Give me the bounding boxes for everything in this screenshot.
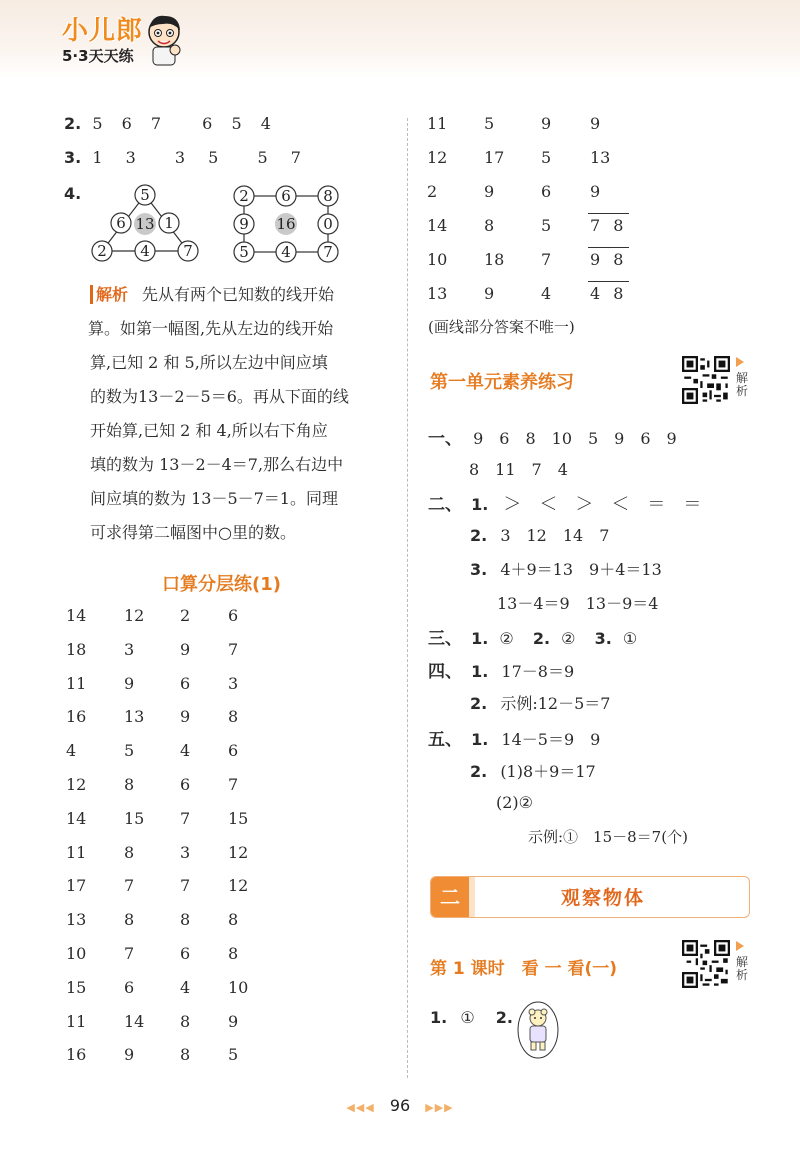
oral-answer-cell: 5 [124, 741, 135, 761]
oral-answer-cell: 3 [124, 639, 135, 659]
explanation-line [90, 278, 402, 312]
bear-figure-icon [516, 1000, 560, 1060]
oral-answer-cell: 13 [66, 910, 87, 930]
section-5-item-2 [470, 759, 596, 782]
oral-answer-cell: 16 [66, 707, 87, 727]
oral-answer-cell: 15 [66, 977, 87, 997]
oral-answer-cell: 8 [124, 775, 135, 794]
explanation-line: 算,已知 2 和 5,所以左边中间应填 [90, 353, 328, 372]
section-3 [428, 624, 637, 649]
qr-code-icon[interactable] [682, 940, 730, 988]
q2-value: 5 [92, 114, 103, 133]
item-number: 2. [470, 526, 488, 545]
q2-value: 7 [150, 114, 162, 133]
oral-answer-cell: 9 [180, 639, 191, 659]
section-2-item-1 [428, 490, 701, 516]
item-number: 2. [495, 1008, 513, 1027]
oral-answer-cell: 8 [228, 707, 239, 727]
oral-answer-cell: 16 [66, 1045, 87, 1065]
explanation-tag: 解析 [90, 285, 128, 304]
q2-value: 5 [231, 114, 242, 133]
section-1 [428, 424, 677, 449]
oral-answer-cell: 4 [180, 977, 191, 997]
explanation-line: 算。如第一幅图,先从左边的线开始 [88, 319, 334, 338]
answer-cell: 13 [590, 148, 611, 167]
answer-cell: 9 [484, 182, 495, 201]
answer-cell: 10 [427, 250, 448, 269]
oral-answer-cell: 6 [180, 944, 191, 963]
qr-label: 解析 [736, 371, 749, 398]
oral-answer-cell: 3 [228, 673, 239, 693]
item-answer: 14－5＝9 9 [501, 730, 601, 749]
item-number: 2. [532, 629, 551, 648]
explanation-line: 间应填的数为 13－5－7＝1。同理 [90, 489, 338, 508]
answer-cell: 6 [541, 182, 552, 201]
answer-q3 [64, 148, 301, 167]
unit-review-title: 第一单元素养练习 [430, 372, 574, 393]
fig2-center: 16 [276, 215, 296, 233]
explanation-line: 可求得第二幅图中○里的数。 [90, 523, 296, 542]
explanation-line: 填的数为 13－2－4＝7,那么右边中 [90, 455, 344, 474]
answer-cell: 11 [427, 114, 448, 133]
brand-logo [62, 10, 143, 66]
lesson-answers [430, 1008, 513, 1027]
fig1-bottom-left: 2 [97, 242, 107, 260]
oral-answer-cell: 8 [180, 1045, 191, 1065]
q4-number: 4. [64, 184, 82, 203]
fig2-middle-right: 0 [323, 215, 333, 233]
q4-triangle-figure [88, 180, 208, 270]
fig1-right: 1 [164, 214, 174, 232]
answer-cell: 9 [484, 284, 495, 303]
fig1-top: 5 [140, 186, 150, 204]
q3-value: 5 [208, 148, 219, 167]
next-arrows-icon: ▶▶▶ [425, 1101, 454, 1114]
answer-cell: 9 [541, 114, 552, 133]
oral-answer-cell: 7 [180, 808, 191, 828]
oral-answer-cell: 8 [228, 910, 239, 930]
item-number: 1. [471, 662, 489, 681]
chapter-header [430, 876, 750, 918]
page-footer [0, 1096, 800, 1115]
oral-answer-cell: 17 [66, 876, 87, 896]
section-5-example: 示例:① 15－8＝7(个) [528, 828, 688, 846]
comparison-answers: ＞ ＜ ＞ ＜ ＝ ＝ [503, 494, 702, 515]
answer-cell: 17 [484, 148, 505, 167]
oral-answer-cell: 8 [124, 842, 135, 862]
answer-cell: 9 [590, 182, 601, 201]
q3-value: 5 [257, 148, 268, 167]
section-1-line1: 9 6 8 10 5 9 6 9 [473, 429, 677, 448]
oral-answer-cell: 15 [228, 808, 249, 828]
oral-practice-title: 口算分层练(1) [162, 574, 281, 595]
oral-answer-cell: 8 [180, 910, 191, 930]
brand-subtitle: 5·3天天练 [62, 47, 134, 65]
answer-cell: 2 [427, 182, 438, 201]
underlined-answer: 7 8 [590, 216, 628, 235]
item-answer: ② [561, 629, 576, 648]
oral-answer-cell: 6 [228, 741, 239, 761]
q2-number: 2. [64, 114, 82, 133]
oral-answer-cell: 3 [180, 842, 191, 862]
fig2-top-left: 2 [239, 187, 249, 205]
oral-answer-cell: 12 [228, 876, 249, 896]
oral-answer-cell: 6 [180, 775, 191, 794]
item-number: 3. [594, 629, 612, 648]
fig2-bottom-right: 7 [323, 243, 333, 261]
item-answer: 4＋9＝13 9＋4＝13 [500, 560, 662, 579]
oral-answer-cell: 8 [228, 944, 239, 963]
qr-label: 解析 [736, 955, 749, 982]
q4-square-figure [230, 182, 350, 270]
q2-value: 4 [260, 114, 271, 133]
explanation-line: 开始算,已知 2 和 4,所以右下角应 [90, 421, 328, 440]
section-4-item-2 [470, 691, 610, 714]
item-number: 2. [470, 762, 488, 781]
oral-answer-cell: 12 [66, 775, 87, 794]
fig2-middle-left: 9 [239, 215, 249, 233]
item-answer: ② [499, 629, 514, 648]
section-1-label: 一、 [428, 429, 462, 449]
item-answer: 3 12 14 7 [500, 526, 610, 545]
answer-cell: 5 [541, 216, 552, 235]
answer-q2 [64, 114, 271, 133]
item-answer: ① [460, 1008, 475, 1027]
answer-cell [590, 216, 627, 235]
section-5-item-2-part2: (2)② [496, 793, 534, 812]
q2-value: 6 [202, 114, 213, 133]
oral-answer-cell: 6 [228, 606, 239, 625]
oral-answer-cell: 4 [180, 741, 191, 761]
oral-answer-cell: 10 [228, 977, 249, 997]
item-answer: (1)8＋9＝17 [500, 762, 596, 781]
answer-cell: 5 [541, 148, 552, 167]
underline-note: (画线部分答案不唯一) [428, 318, 575, 336]
explanation-text: 先从有两个已知数的线开始 [142, 285, 335, 304]
fig2-top-middle: 6 [281, 187, 291, 205]
item-answer: 17－8＝9 [501, 662, 575, 681]
oral-answer-cell: 14 [66, 808, 87, 828]
fig2-bottom-left: 5 [239, 243, 249, 261]
fig1-left: 6 [116, 214, 126, 232]
oral-answer-cell: 12 [124, 606, 145, 625]
oral-answer-cell: 8 [180, 1011, 191, 1031]
item-answer: ① [622, 629, 638, 648]
chapter-title: 观察物体 [561, 887, 646, 909]
oral-answer-cell: 10 [66, 944, 87, 963]
oral-answer-cell: 7 [228, 639, 239, 659]
answer-cell: 12 [427, 148, 448, 167]
qr-code-icon[interactable] [682, 356, 730, 404]
section-4-label: 四、 [428, 662, 462, 682]
q3-number: 3. [64, 148, 82, 167]
oral-answer-cell: 9 [124, 1045, 135, 1065]
fig1-center: 13 [135, 215, 155, 233]
answer-cell [590, 284, 627, 303]
answer-cell: 14 [427, 216, 448, 235]
section-3-label: 三、 [428, 629, 462, 649]
oral-answer-cell: 13 [124, 707, 145, 727]
explanation-block [90, 278, 402, 550]
lesson-title: 第 1 课时 看 一 看(一) [430, 959, 618, 979]
brand-name: 小儿郎 [62, 16, 144, 46]
section-5-item-1 [428, 725, 600, 750]
oral-answer-cell: 12 [228, 842, 249, 862]
section-2-item-3 [470, 557, 662, 580]
oral-answer-cell: 6 [124, 977, 135, 997]
q3-value: 1 [92, 148, 103, 167]
oral-answer-cell: 9 [124, 673, 135, 693]
oral-answer-cell: 7 [228, 775, 239, 794]
oral-answer-cell: 15 [124, 808, 145, 828]
underlined-answer: 4 8 [590, 284, 628, 303]
play-icon [736, 941, 744, 951]
fig2-bottom-middle: 4 [281, 243, 291, 261]
oral-answer-cell: 5 [228, 1045, 239, 1065]
oral-answer-cell: 9 [228, 1011, 239, 1031]
item-number: 1. [471, 495, 489, 514]
fig1-bottom-right: 7 [183, 242, 193, 260]
underlined-answer: 9 8 [590, 250, 628, 269]
play-icon [736, 357, 744, 367]
answer-cell: 4 [541, 284, 552, 303]
section-2-item-3-line2: 13－4＝9 13－9＝4 [497, 594, 659, 613]
answer-cell [590, 250, 627, 269]
item-number: 1. [471, 730, 489, 749]
q3-value: 3 [174, 148, 186, 167]
answer-cell: 13 [427, 284, 448, 303]
prev-arrows-icon: ◀◀◀ [346, 1101, 375, 1114]
answer-cell: 9 [590, 114, 601, 133]
section-1-line2: 8 11 7 4 [469, 460, 568, 479]
section-5-label: 五、 [428, 730, 462, 750]
oral-answer-cell: 7 [124, 876, 135, 896]
section-4-item-1 [428, 657, 574, 682]
oral-answer-cell: 14 [66, 606, 87, 625]
oral-answer-cell: 4 [66, 741, 77, 761]
oral-answer-cell: 14 [124, 1011, 145, 1031]
oral-answer-cell: 11 [66, 842, 87, 862]
item-number: 1. [430, 1008, 448, 1027]
explanation-line: 的数为13－2－5＝6。再从下面的线 [90, 387, 349, 406]
oral-answer-cell: 7 [180, 876, 191, 896]
oral-answer-cell: 8 [124, 910, 135, 930]
item-number: 1. [471, 629, 489, 648]
answer-cell: 18 [484, 250, 505, 269]
item-answer: 示例:12－5＝7 [500, 694, 611, 713]
fig2-top-right: 8 [323, 187, 333, 205]
chapter-strip [469, 877, 475, 917]
fig1-bottom-middle: 4 [140, 242, 150, 260]
answer-cell: 7 [541, 250, 552, 269]
q3-value: 3 [125, 148, 136, 167]
oral-answer-cell: 2 [180, 606, 191, 625]
item-number: 2. [470, 694, 488, 713]
oral-answer-cell: 7 [124, 944, 135, 963]
page-number: 96 [389, 1096, 411, 1115]
chapter-number: 二 [431, 877, 469, 917]
oral-answer-cell: 9 [180, 707, 191, 727]
section-2-label: 二、 [428, 495, 462, 515]
answer-cell: 8 [484, 216, 495, 235]
item-number: 3. [470, 560, 488, 579]
oral-answer-cell: 6 [180, 673, 191, 693]
q2-value: 6 [121, 114, 132, 133]
section-2-item-2 [470, 523, 609, 546]
q4-number-row [64, 184, 81, 203]
mascot-icon [143, 12, 185, 70]
oral-answer-cell: 18 [66, 639, 87, 659]
answer-cell: 5 [484, 114, 495, 133]
q3-value: 7 [290, 148, 301, 167]
oral-answer-cell: 11 [66, 673, 87, 693]
oral-answer-cell: 11 [66, 1011, 87, 1031]
column-divider [407, 118, 408, 1078]
